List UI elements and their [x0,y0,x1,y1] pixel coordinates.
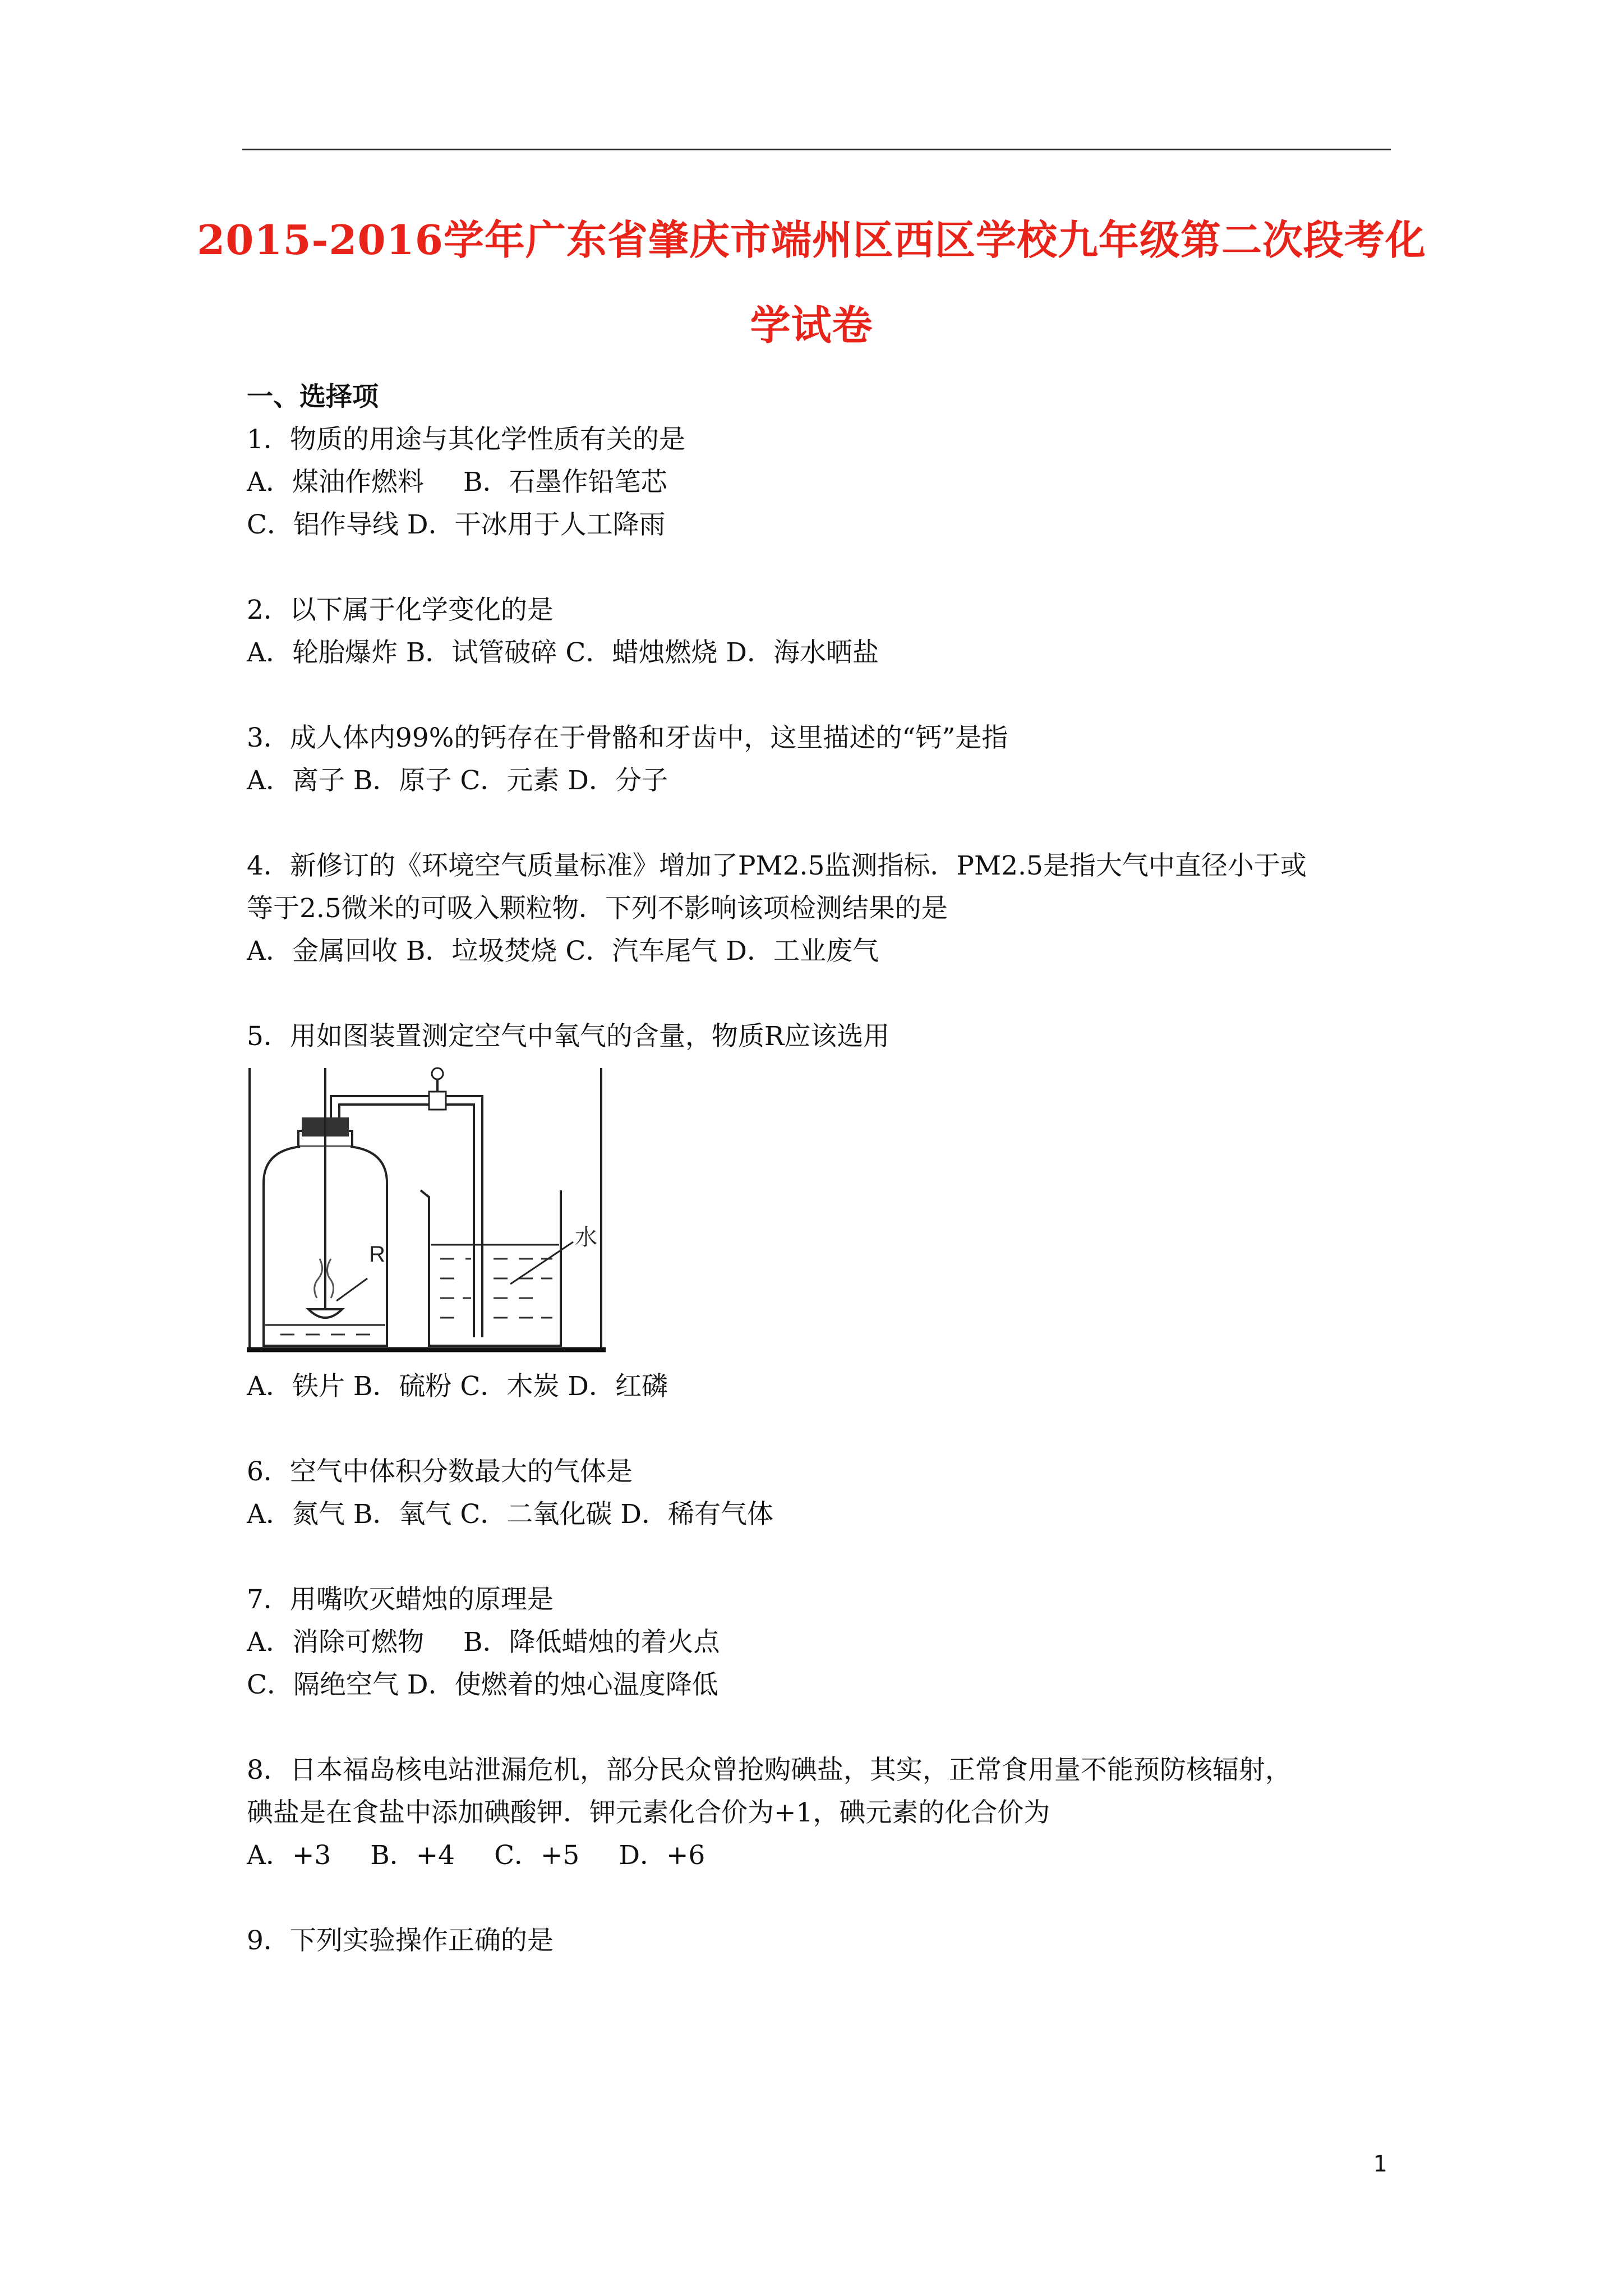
exam-title-line-1: 2015-2016学年广东省肇庆市端州区西区学校九年级第二次段考化 [197,216,1426,264]
oxygen-apparatus-figure [247,1062,1396,1360]
question-5-stem: 5．用如图装置测定空气中氧气的含量，物质R应该选用 [247,1021,890,1052]
section-heading: 一、选择项 [247,381,379,412]
question-list [247,376,1396,1962]
option-a: A．煤油作燃料 [247,467,424,498]
option-d: D．+6 [619,1840,706,1871]
question-8-options [247,1834,1396,1877]
option-a: A．消除可燃物 [247,1627,424,1658]
question-7-options-row-1 [247,1621,1396,1664]
question-6-options: A．氮气 B．氧气 C．二氧化碳 D．稀有气体 [247,1499,773,1530]
question-8-stem-line-2: 碘盐是在食盐中添加碘酸钾．钾元素化合价为+1，碘元素的化合价为 [247,1797,1050,1828]
question-4-stem-line-1: 4．新修订的《环境空气质量标准》增加了PM2.5监测指标．PM2.5是指大气中直径小于或 [247,850,1307,881]
question-8-stem-line-1: 8．日本福岛核电站泄漏危机，部分民众曾抢购碘盐，其实，正常食用量不能预防核辐射， [247,1755,1292,1786]
question-7-options-row-2: C．隔绝空气 D．使燃着的烛心温度降低 [247,1669,718,1700]
option-b: B．+4 [370,1840,455,1871]
question-7-stem: 7．用嘴吹灭蜡烛的原理是 [247,1584,554,1615]
question-2-stem: 2．以下属于化学变化的是 [247,595,554,625]
question-1-options-row-2: C．铝作导线 D．干冰用于人工降雨 [247,509,666,540]
label-r: R [369,1242,385,1267]
header-rule [242,149,1391,150]
question-4-stem-line-2: 等于2.5微米的可吸入颗粒物．下列不影响该项检测结果的是 [247,893,948,924]
option-c: C．+5 [494,1840,580,1871]
exam-title-line-2: 学试卷 [750,301,873,349]
option-a: A．+3 [247,1840,331,1871]
label-water: 水 [575,1225,597,1250]
question-3-stem: 3．成人体内99%的钙存在于骨骼和牙齿中，这里描述的“钙”是指 [247,723,1008,753]
question-4-options: A．金属回收 B．垃圾焚烧 C．汽车尾气 D．工业废气 [247,936,879,967]
question-1-stem: 1．物质的用途与其化学性质有关的是 [247,424,685,455]
question-3-options: A．离子 B．原子 C．元素 D．分子 [247,765,668,796]
question-9-stem: 9．下列实验操作正确的是 [247,1925,554,1956]
question-2-options: A．轮胎爆炸 B．试管破碎 C．蜡烛燃烧 D．海水晒盐 [247,637,879,668]
page-number: 1 [1373,2151,1387,2177]
option-b: B．降低蜡烛的着火点 [463,1627,720,1658]
question-1-options-row-1 [247,461,1396,504]
question-5-options: A．铁片 B．硫粉 C．木炭 D．红磷 [247,1371,668,1402]
option-b: B．石墨作铅笔芯 [463,467,667,498]
apparatus-diagram [247,1062,606,1360]
question-6-stem: 6．空气中体积分数最大的气体是 [247,1456,633,1487]
